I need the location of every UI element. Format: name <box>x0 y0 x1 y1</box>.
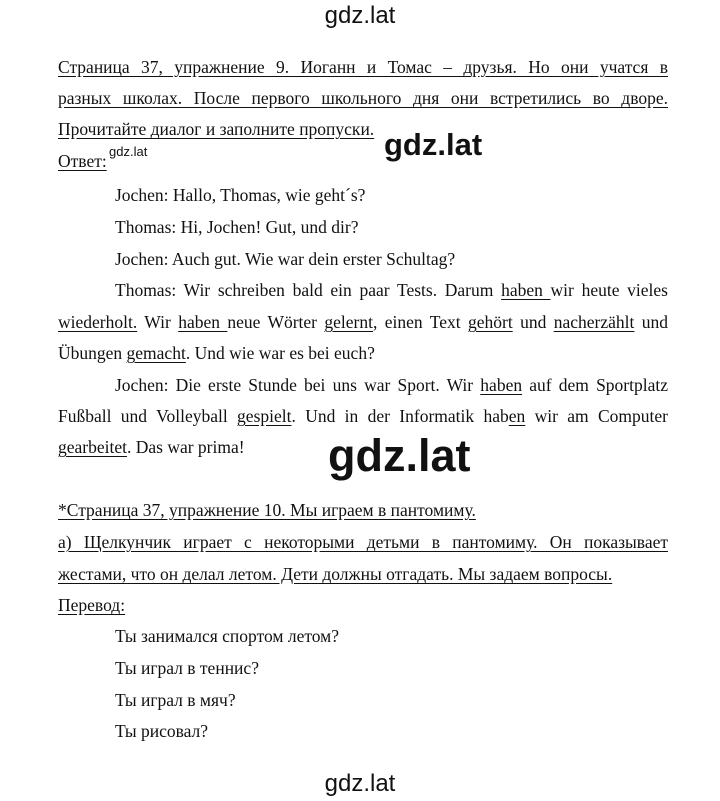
dialog-line-1: Jochen: Hallo, Thomas, wie geht´s? <box>115 185 366 205</box>
answer-blank: haben <box>480 375 523 395</box>
question-2: Ты играл в теннис? <box>115 658 259 678</box>
ex10-heading: *Страница 37, упражнение 10. Мы играем в пантомиму. <box>58 500 476 520</box>
answer-blank: en <box>508 406 526 426</box>
dialog-line-3: Jochen: Auch gut. Wie war dein erster Schultag? <box>115 249 456 269</box>
ex9-heading-line-2: разных школах. После первого школьного дня они встретились во дворе. <box>58 88 668 108</box>
watermark-small: gdz.lat <box>109 144 148 159</box>
answer-blank: gehört <box>467 312 513 332</box>
ex9-heading-line-3: Прочитайте диалог и заполните пропуски. <box>58 119 375 139</box>
answer-label: Ответ: <box>58 151 107 171</box>
ex9-heading-line-1: Страница 37, упражнение 9. Иоганн и Томас – друзья. Но они учатся в <box>58 57 668 77</box>
dialog-line-8: Fußball und Volleyball gespielt. Und in der Informatik haben wir am Computer <box>58 406 668 426</box>
answer-blank: haben <box>501 280 551 300</box>
question-3: Ты играл в мяч? <box>115 690 236 710</box>
question-1: Ты занимался спортом летом? <box>115 626 340 646</box>
watermark-bottom: gdz.lat <box>324 770 396 797</box>
dialog-line-5: wiederholt. Wir haben neue Wörter gelernt, einen Text gehört und nacherzählt und <box>58 312 668 332</box>
answer-blank: gemacht <box>126 343 186 363</box>
dialog-line-6: Übungen gemacht. Und wie war es bei euch? <box>58 343 375 363</box>
ex10-task-line-1: а) Щелкунчик играет с некоторыми детьми в пантомиму. Он показывает <box>58 532 668 552</box>
dialog-line-2: Thomas: Hi, Jochen! Gut, und dir? <box>115 217 359 237</box>
answer-blank: gespielt <box>237 406 292 426</box>
answer-blank: wiederholt. <box>58 312 138 332</box>
dialog-line-4: Thomas: Wir schreiben bald ein paar Tests. Darum haben wir heute vieles <box>115 280 668 300</box>
translation-label: Перевод: <box>58 595 126 615</box>
answer-blank: gelernt <box>324 312 373 332</box>
answer-blank: nacherzählt <box>553 312 635 332</box>
watermark-large: gdz.lat <box>328 430 471 481</box>
watermark-middle: gdz.lat <box>384 127 483 162</box>
ex10-task-line-2: жестами, что он делал летом. Дети должны отгадать. Мы задаем вопросы. <box>58 564 613 584</box>
answer-blank: gearbeitet <box>58 437 127 457</box>
dialog-line-9: gearbeitet. Das war prima! <box>58 437 245 457</box>
question-4: Ты рисовал? <box>115 721 209 741</box>
dialog-line-7: Jochen: Die erste Stunde bei uns war Sport. Wir haben auf dem Sportplatz <box>115 375 669 395</box>
answer-blank: haben <box>178 312 228 332</box>
watermark-top: gdz.lat <box>324 2 396 29</box>
